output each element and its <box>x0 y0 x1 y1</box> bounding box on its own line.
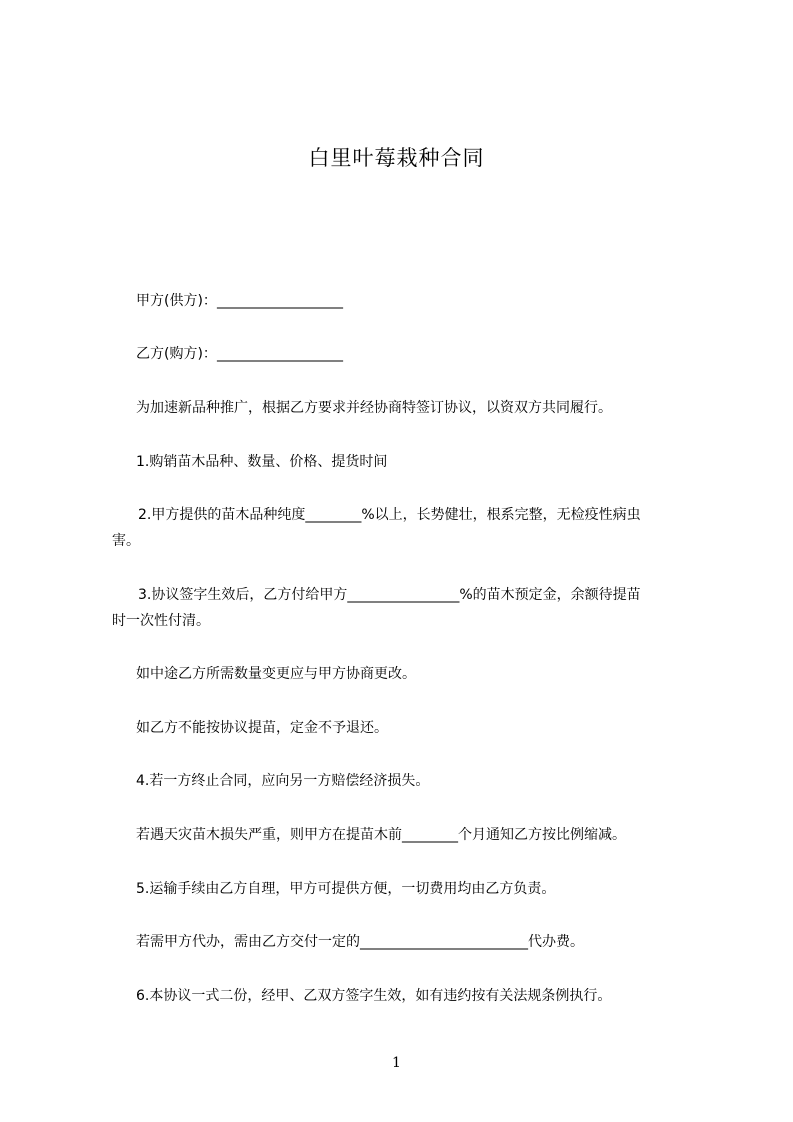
disaster-prefix: 若遇天灾苗木损失严重，则甲方在提苗木前 <box>136 827 402 843</box>
agent-prefix: 若需甲方代办，需由乙方交付一定的 <box>136 934 360 950</box>
party-a-label: 甲方(供方)： <box>136 293 217 309</box>
clause-1: 1.购销苗木品种、数量、价格、提货时间 <box>136 454 388 470</box>
clause-3-prefix: 3.协议签字生效后，乙方付给甲方 <box>138 587 348 603</box>
disaster-blank: ________ <box>402 827 458 843</box>
party-b-label: 乙方(购方)： <box>136 346 217 362</box>
clause-3 <box>138 582 698 608</box>
clause-2 <box>138 502 698 528</box>
agent-suffix: 代办费。 <box>528 934 584 950</box>
intro-paragraph: 为加速新品种推广，根据乙方要求并经协商特签订协议，以资双方共同履行。 <box>136 400 612 416</box>
page-number: 1 <box>392 1055 401 1071</box>
clause-3-suffix: %的苗木预定金，余额待提苗 <box>459 587 641 603</box>
document-title: 白里叶莓栽种合同 <box>308 146 485 170</box>
paragraph-deposit: 如乙方不能按协议提苗，定金不予退还。 <box>136 720 388 736</box>
disaster-suffix: 个月通知乙方按比例缩减。 <box>458 827 626 843</box>
clause-2-prefix: 2.甲方提供的苗木品种纯度 <box>138 507 306 523</box>
party-b-line <box>136 341 696 367</box>
party-a-blank: __________________ <box>216 293 343 309</box>
clause-6: 6.本协议一式二份，经甲、乙双方签字生效，如有违约按有关法规条例执行。 <box>136 988 612 1004</box>
clause-3-blank: ________________ <box>347 587 460 603</box>
party-a-line <box>136 288 696 314</box>
clause-4: 4.若一方终止合同，应向另一方赔偿经济损失。 <box>136 773 430 789</box>
paragraph-quantity-change: 如中途乙方所需数量变更应与甲方协商更改。 <box>136 666 416 682</box>
agent-blank: ________________________ <box>360 934 528 950</box>
clause-3-continuation: 时一次性付清。 <box>112 613 210 629</box>
clause-5: 5.运输手续由乙方自理，甲方可提供方便，一切费用均由乙方负责。 <box>136 881 556 897</box>
clause-2-continuation: 害。 <box>112 533 140 549</box>
paragraph-agent-fee <box>136 929 696 955</box>
clause-2-blank: ________ <box>305 507 362 523</box>
party-b-blank: __________________ <box>216 346 343 362</box>
clause-2-suffix: %以上，长势健壮，根系完整，无检疫性病虫 <box>361 507 641 523</box>
paragraph-disaster <box>136 822 696 848</box>
